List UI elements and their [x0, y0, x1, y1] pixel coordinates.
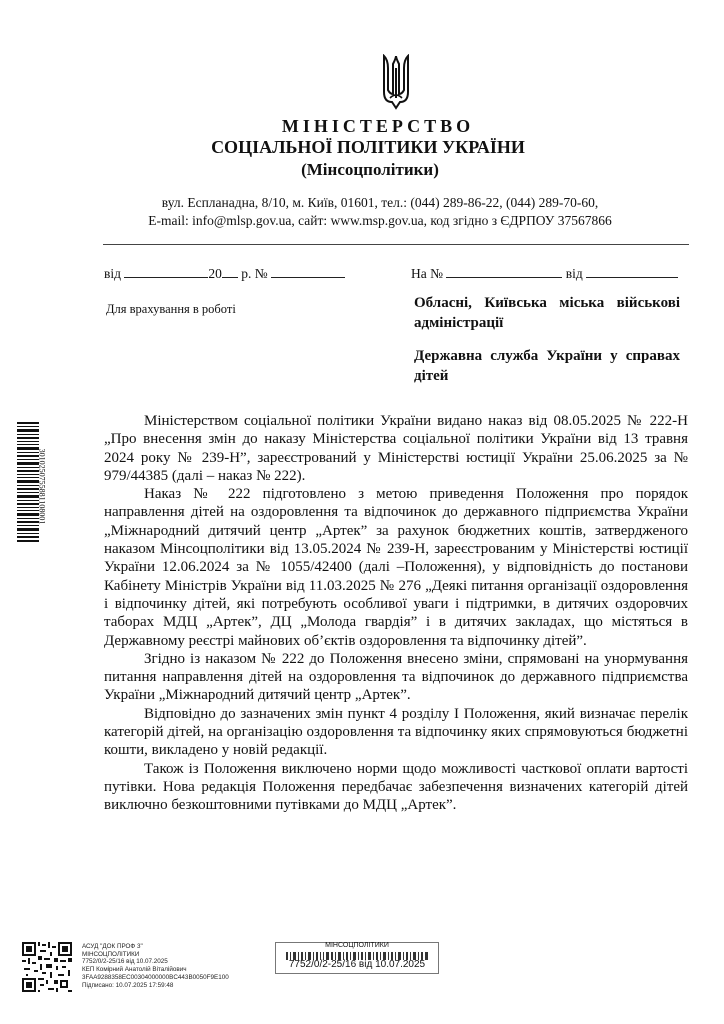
- side-barcode-number: 3010250755881108001: [37, 448, 47, 525]
- stamp-reg-number: 7752/0/2-25/16 від 10.07.2025: [288, 959, 426, 970]
- date-blank: [124, 265, 208, 278]
- addressee-children-service: Державна служба України у справах дітей: [414, 348, 680, 384]
- addressee-military-admins: Обласні, Київська міська військові адміністрації: [414, 295, 680, 331]
- stamp-org: МІНСОЦПОЛІТИКИ: [325, 942, 389, 949]
- signature-regnum: 7752/0/2-25/16 від 10.07.2025: [82, 958, 168, 966]
- ministry-subtitle: СОЦІАЛЬНОЇ ПОЛІТИКИ УКРАЇНИ: [211, 137, 525, 157]
- incoming-ref: [411, 265, 678, 282]
- ministry-address: вул. Еспланадна, 8/10, м. Київ, 01601, тел.: (044) 289-86-22, (044) 289-70-60,: [161, 195, 599, 210]
- incoming-number-label: На №: [411, 266, 443, 281]
- ministry-abbr: (Мінсоцполітики): [301, 160, 439, 179]
- body-paragraph: Відповідно до зазначених змін пункт 4 розділу І Положення, який визначає перелік категорій дітей, на організацію оздоровлення та відпочинку яких спрямовуються бюджетні кошти, викладено у новій редакції.: [104, 705, 688, 759]
- qr-code: [22, 942, 72, 992]
- incoming-date-blank: [586, 265, 678, 278]
- incoming-number-blank: [446, 265, 562, 278]
- from-label: від: [104, 266, 121, 281]
- number-label: р. №: [241, 266, 268, 281]
- signature-serial: 3FAA9288358EC00304000000BC443B0050F9E100: [82, 973, 229, 981]
- body-paragraph: Наказ № 222 підготовлено з метою приведення Положення про порядок направлення дітей на оздоровлення та відпочинок до державного підприємства України „Міжнародний дитячий центр „Артек” за рахунок бюджетних коштів, затвердженого наказом Мінсоцполітики від 13.05.2024 № 239-Н, зареєстрованим у Міністерстві юстиції України 12.06.2024 за № 1055/42400 (далі –Положення), у відповідність до постанови Кабінету Міністрів України від 11.03.2025 № 276 „Деякі питання організації оздоровлення і відпочинку дітей, які потребують особливої уваги і підтримки, в дитячих оздоровчих таборах МДЦ „Артек”, ДЦ „Молода гвардія” і в дитячих закладах, що містяться в Державному реєстрі майнових об’єктів оздоровлення та відпочинку дітей”.: [104, 486, 688, 649]
- outgoing-ref: [104, 265, 345, 282]
- incoming-date-label: від: [565, 266, 583, 281]
- registration-stamp: [275, 942, 439, 974]
- signature-timestamp: Підписано: 10.07.2025 17:59:48: [82, 981, 174, 989]
- ministry-title: МІНІСТЕРСТВО: [281, 116, 475, 136]
- body-paragraph: Міністерством соціальної політики України видано наказ від 08.05.2025 № 222-Н „Про внесення змін до наказу Міністерства соціальної політики України від 13 травня 2024 року № 239-Н”, зареєстрований у Міністерстві юстиції України 25.06.2025 за № 979/44385 (далі – наказ № 222).: [104, 413, 688, 484]
- signature-signer: КЕП Комірний Анатолій Віталійович: [82, 966, 187, 974]
- side-barcode: [17, 422, 39, 542]
- ministry-contacts: E-mail: info@mlsp.gov.ua, сайт: www.msp.gov.ua, код згідно з ЄДРПОУ 37567866: [148, 213, 612, 228]
- signature-org: МІНСОЦПОЛІТИКИ: [82, 950, 140, 958]
- body-paragraph: Також із Положення виключено норми щодо можливості часткової оплати вартості путівки. Нова редакція Положення передбачає забезпечення визначених категорій дітей виключно безкоштовними путівками до МДЦ „Артек”.: [104, 760, 688, 814]
- letter-body: [104, 412, 688, 815]
- digital-signature-info: [82, 943, 229, 989]
- signature-system: АСУД "ДОК ПРОФ 3": [82, 943, 143, 950]
- handling-note: Для врахування в роботі: [106, 302, 236, 316]
- trident-emblem-icon: [378, 54, 414, 110]
- body-paragraph: Згідно із наказом № 222 до Положення внесено зміни, спрямовані на унормування питання направлення дітей на оздоровлення та відпочинок до державного підприємства України „Міжнародний дитячий центр „Артек”.: [104, 650, 688, 704]
- year-blank: [222, 265, 238, 278]
- number-blank: [271, 265, 345, 278]
- header-divider: [103, 244, 689, 245]
- year-label: 20: [208, 266, 222, 281]
